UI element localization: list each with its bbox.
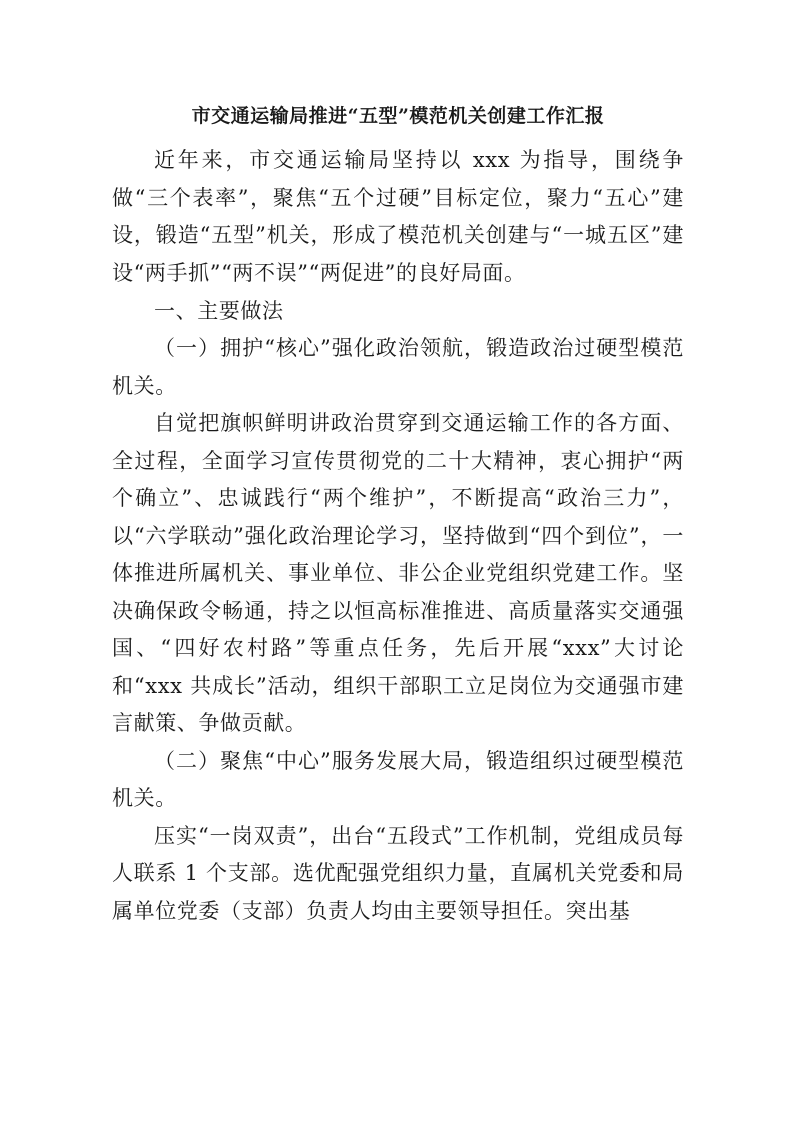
subsection-heading-organization: （二）聚焦“中心”服务发展大局，锻造组织过硬型模范机关。 — [112, 748, 684, 810]
subsection-body-political: 自觉把旗帜鲜明讲政治贯穿到交通运输工作的各方面、全过程，全面学习宣传贯彻党的二十大精神，衷心拥护“两个确立”、忠诚践行“两个维护”，不断提高“政治三力”，以“六学联动”强化政治理论学习，坚持做到“四个到位”，一体推进所属机关、事业单位、非公企业党组织党建工作。坚决确保政令畅通，持之以恒高标准推进、高质量落实交通强国、“四好农村路”等重点任务，先后开展“xxx”大讨论和“xxx 共成长”活动，组织干部职工立足岗位为交通强市建言献策、争做贡献。 — [112, 411, 684, 735]
subsection-heading-political: （一）拥护“核心”强化政治领航，锻造政治过硬型模范机关。 — [112, 336, 684, 398]
intro-paragraph: 近年来，市交通运输局坚持以 xxx 为指导，围绕争做“三个表率”，聚焦“五个过硬”目标定位，聚力“五心”建设，锻造“五型”机关，形成了模范机关创建与“一城五区”建设“两手抓”“两不误”“两促进”的良好局面。 — [112, 148, 684, 285]
document-body — [112, 100, 684, 930]
document-title: 市交通运输局推进“五型”模范机关创建工作汇报 — [191, 105, 605, 127]
subsection-body-organization: 压实“一岗双责”，出台“五段式”工作机制，党组成员每人联系 1 个支部。选优配强党组织力量，直属机关党委和局属单位党委（支部）负责人均由主要领导担任。突出基 — [112, 823, 684, 923]
section-heading-main-practices: 一、主要做法 — [154, 299, 284, 323]
